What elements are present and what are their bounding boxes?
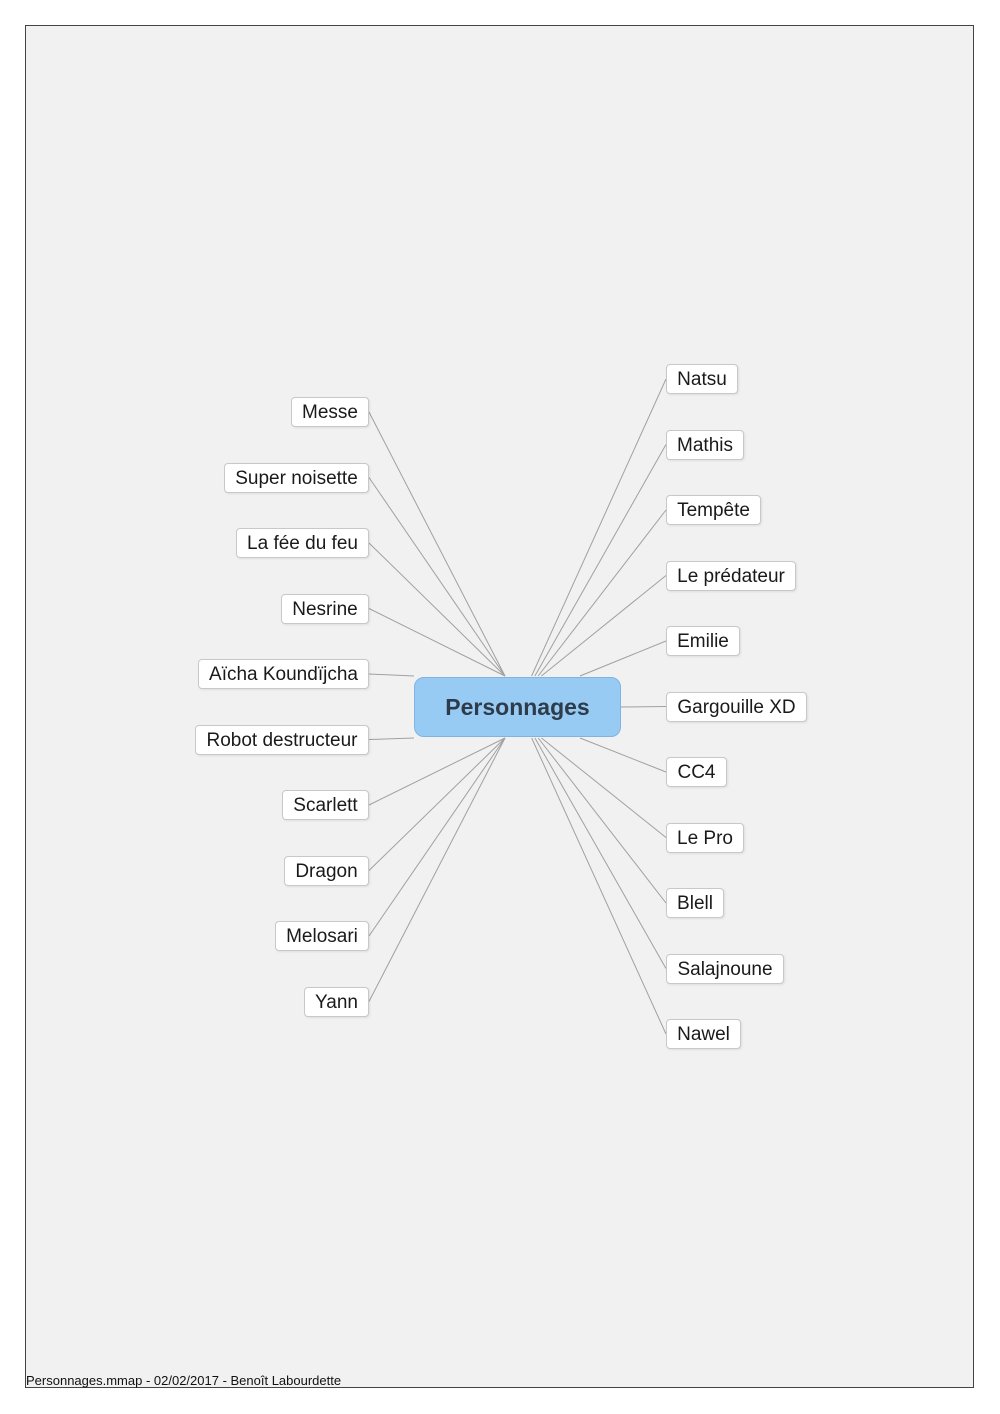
connector-mathis — [535, 445, 666, 677]
branch-node-yann[interactable]: Yann — [304, 987, 369, 1017]
branch-node-messe[interactable]: Messe — [291, 397, 369, 427]
branch-node-nesrine[interactable]: Nesrine — [281, 594, 369, 624]
connector-scarlett — [369, 738, 505, 805]
connector-tempete — [538, 510, 666, 676]
connector-gargouille-xd — [621, 707, 666, 708]
footer-caption: Personnages.mmap - 02/02/2017 - Benoît Labourdette — [26, 1373, 342, 1388]
branch-node-le-pro[interactable]: Le Pro — [666, 823, 744, 853]
branch-node-natsu[interactable]: Natsu — [666, 364, 738, 394]
connector-cc4 — [580, 738, 666, 772]
connector-melosari — [369, 738, 505, 936]
connector-nesrine — [369, 609, 505, 677]
connector-super-noisette — [369, 478, 505, 677]
connector-robot-destructeur — [369, 738, 414, 740]
branch-node-la-fee-du-feu[interactable]: La fée du feu — [236, 528, 369, 558]
connector-dragon — [369, 738, 505, 871]
connector-aicha-koundijcha — [369, 674, 414, 676]
branch-node-mathis[interactable]: Mathis — [666, 430, 744, 460]
branch-node-cc4[interactable]: CC4 — [666, 757, 727, 787]
central-topic[interactable]: Personnages — [414, 677, 621, 737]
branch-node-tempete[interactable]: Tempête — [666, 495, 761, 525]
branch-node-aicha-koundijcha[interactable]: Aïcha Koundïjcha — [198, 659, 369, 689]
branch-node-emilie[interactable]: Emilie — [666, 626, 740, 656]
connector-la-fee-du-feu — [369, 543, 505, 676]
branch-node-gargouille-xd[interactable]: Gargouille XD — [666, 692, 807, 722]
branch-node-scarlett[interactable]: Scarlett — [282, 790, 369, 820]
connector-natsu — [532, 379, 666, 676]
branch-node-robot-destructeur[interactable]: Robot destructeur — [195, 725, 369, 755]
connector-blell — [538, 738, 666, 903]
branch-node-super-noisette[interactable]: Super noisette — [224, 463, 369, 493]
connector-yann — [369, 738, 505, 1002]
branch-node-nawel[interactable]: Nawel — [666, 1019, 741, 1049]
connector-nawel — [532, 738, 666, 1034]
branch-node-dragon[interactable]: Dragon — [284, 856, 369, 886]
branch-node-melosari[interactable]: Melosari — [275, 921, 369, 951]
connector-salajnoune — [535, 738, 666, 969]
branch-node-le-predateur[interactable]: Le prédateur — [666, 561, 796, 591]
branch-node-salajnoune[interactable]: Salajnoune — [666, 954, 784, 984]
connector-messe — [369, 412, 505, 676]
branch-node-blell[interactable]: Blell — [666, 888, 724, 918]
connector-emilie — [580, 641, 666, 676]
